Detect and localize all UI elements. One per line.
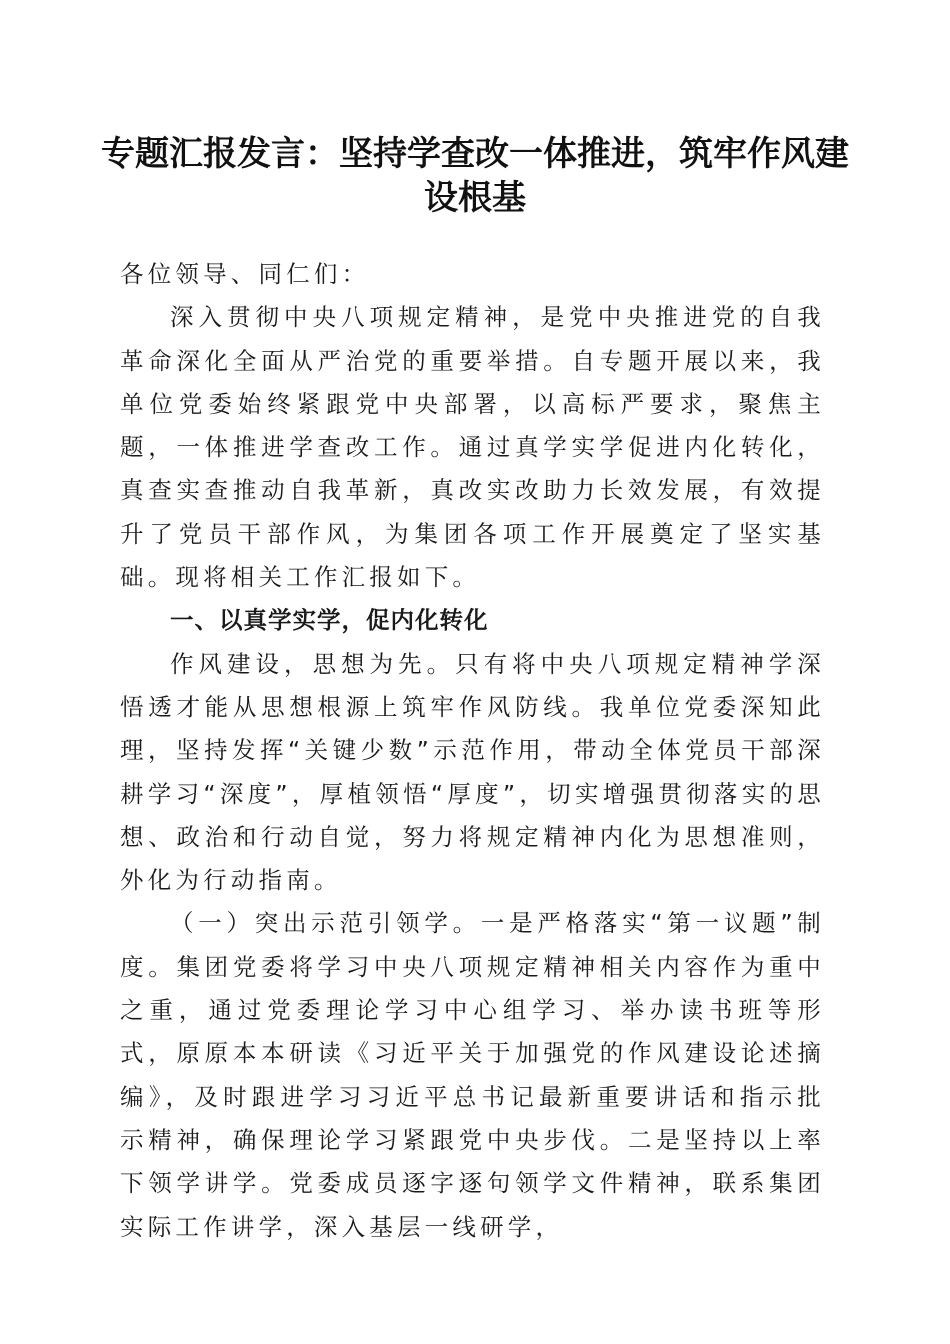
subsection-1-text: 一是严格落实“第一议题”制度。集团党委将学习中央八项规定精神相关内容作为重中之重，通过党委理论学习中心组学习、举办读书班等形式，原原本本研读《习近平关于加强党的作风建设论述摘编》，及时跟进学习习近平总书记最新重要讲话和指示批示精神，确保理论学习紧跟党中央步伐。二是坚持以上率下领学讲学。党委成员逐字逐句领学文件精神，联系集团实际工作讲学，深入基层一线研学， (120, 909, 825, 1241)
section-1-intro-paragraph: 作风建设，思想为先。只有将中央八项规定精神学深悟透才能从思想根源上筑牢作风防线。我单位党委深知此理，坚持发挥“关键少数”示范作用，带动全体党员干部深耕学习“深度”，厚植领悟“厚度”，切实增强贯彻落实的思想、政治和行动自觉，努力将规定精神内化为思想准则，外化为行动指南。 (120, 649, 825, 895)
subsection-1-lead: （一）突出示范引领学。 (170, 909, 481, 938)
subsection-1-paragraph (120, 902, 825, 1248)
intro-paragraph: 深入贯彻中央八项规定精神，是党中央推进党的自我革命深化全面从严治党的重要举措。自专题开展以来，我单位党委始终紧跟党中央部署，以高标严要求，聚焦主题，一体推进学查改工作。通过真学实学促进内化转化，真查实查推动自我革新，真改实改助力长效发展，有效提升了党员干部作风，为集团各项工作开展奠定了坚实基础。现将相关工作汇报如下。 (120, 303, 825, 592)
document-body (120, 253, 825, 1249)
section-heading-1: 一、以真学实学，促内化转化 (170, 606, 489, 635)
document-title: 专题汇报发言：坚持学查改一体推进，筑牢作风建设根基 (101, 134, 849, 218)
salutation: 各位领导、同仁们： (120, 260, 370, 288)
